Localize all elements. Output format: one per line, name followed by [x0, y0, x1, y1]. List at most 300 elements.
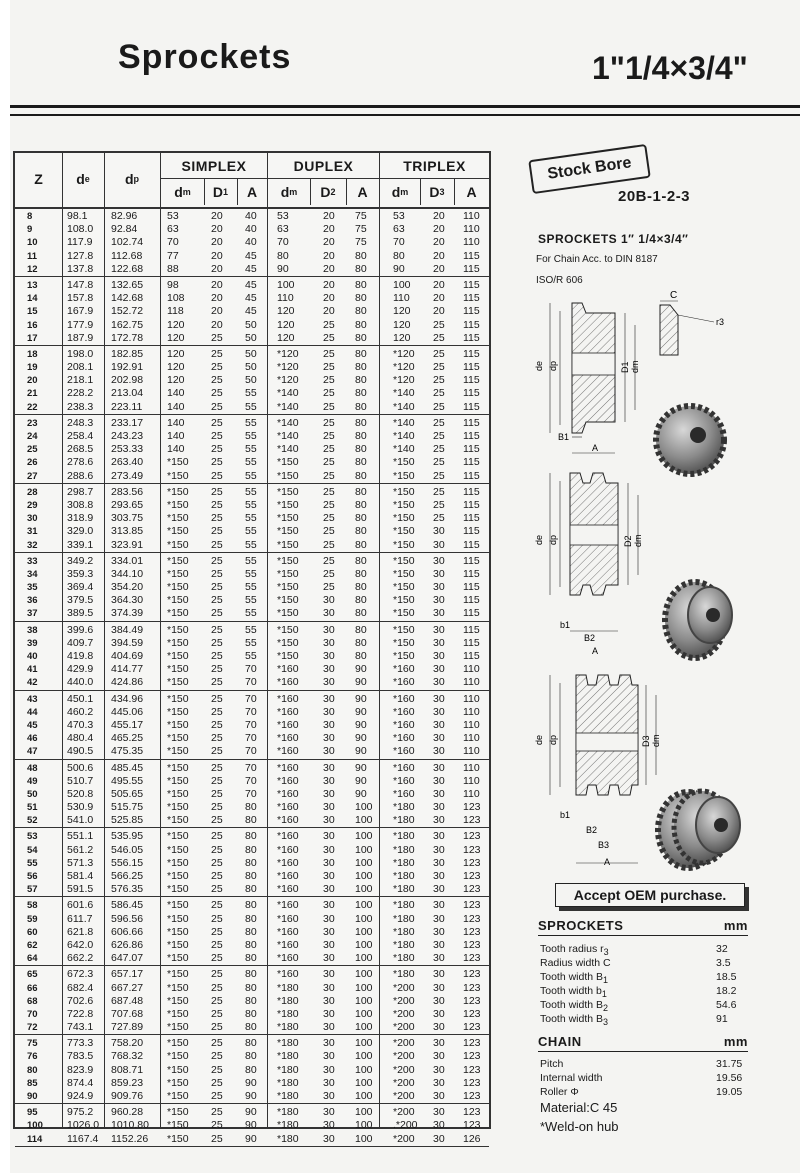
cell-z: 19 [27, 362, 38, 374]
cell-simplex-dm: 98 [167, 278, 179, 291]
cell-dp: 132.65 [111, 278, 144, 291]
cell-triplex-d3: 30 [433, 705, 445, 718]
spec-value: 18.5 [716, 971, 737, 983]
cell-duplex-dm: *150 [277, 525, 299, 538]
cell-z: 18 [27, 348, 38, 360]
header-rule-thin [10, 114, 800, 116]
cell-dp: 303.75 [111, 512, 144, 525]
cell-triplex-dm: *150 [393, 456, 415, 469]
cell-duplex-dm: *160 [277, 718, 299, 731]
cell-simplex-dm: *150 [167, 952, 189, 965]
cell-triplex-a: 110 [463, 761, 480, 774]
cell-simplex-d1: 25 [211, 718, 223, 731]
cell-de: 218.1 [67, 374, 94, 387]
cell-de: 601.6 [67, 899, 94, 912]
cell-simplex-dm: 120 [167, 318, 185, 331]
cell-duplex-d2: 20 [323, 236, 335, 249]
cell-duplex-dm: *180 [277, 981, 299, 994]
cell-duplex-d2: 30 [323, 594, 335, 607]
cell-z: 70 [27, 1008, 38, 1020]
cell-simplex-a: 80 [245, 843, 257, 856]
cell-z: 45 [27, 719, 38, 731]
row-group [15, 691, 489, 760]
cell-simplex-d1: 25 [211, 512, 223, 525]
simplex-sprocket-photo [656, 406, 724, 474]
cell-simplex-dm: *150 [167, 1090, 189, 1102]
cell-z: 49 [27, 775, 38, 787]
cell-triplex-d3: 30 [433, 607, 445, 620]
cell-dp: 323.91 [111, 538, 144, 551]
cell-dp: 535.95 [111, 830, 144, 843]
cell-triplex-d3: 30 [433, 636, 445, 649]
cell-simplex-a: 55 [245, 607, 257, 620]
cell-duplex-a: 100 [355, 1076, 373, 1089]
cell-duplex-d2: 25 [323, 318, 335, 331]
cell-z: 12 [27, 263, 38, 275]
spec-value: 19.56 [716, 1072, 743, 1084]
cell-duplex-dm: *150 [277, 607, 299, 620]
spec-label: Internal width [540, 1072, 603, 1084]
cell-triplex-dm: *160 [393, 732, 415, 745]
cell-duplex-dm: *180 [277, 1037, 299, 1050]
svg-text:A: A [592, 443, 599, 453]
cell-dp: 808.71 [111, 1063, 144, 1076]
cell-triplex-a: 115 [463, 262, 480, 275]
table-row [15, 374, 489, 387]
cell-triplex-a: 123 [463, 830, 481, 843]
cell-duplex-a: 100 [355, 1007, 373, 1020]
duplex-section-drawing [534, 473, 643, 656]
weld-on-hub-note: *Weld-on hub [540, 1119, 619, 1134]
cell-duplex-dm: 53 [277, 210, 289, 222]
cell-triplex-a: 110 [463, 732, 480, 745]
cell-simplex-d1: 25 [211, 663, 223, 676]
cell-duplex-dm: *150 [277, 581, 299, 594]
cell-simplex-d1: 25 [211, 830, 223, 843]
cell-duplex-a: 100 [355, 883, 373, 896]
cell-duplex-dm: 120 [277, 318, 295, 331]
cell-z: 72 [27, 1022, 38, 1034]
cell-triplex-d3: 30 [433, 745, 445, 758]
cell-simplex-dm: *150 [167, 1037, 189, 1050]
cell-simplex-dm: *150 [167, 994, 189, 1007]
row-group [15, 346, 489, 415]
cell-simplex-d1: 25 [211, 567, 223, 580]
cell-duplex-d2: 25 [323, 512, 335, 525]
cell-de: 682.4 [67, 981, 94, 994]
cell-simplex-d1: 25 [211, 581, 223, 594]
cell-duplex-dm: 120 [277, 305, 295, 318]
table-row [15, 348, 489, 361]
cell-simplex-a: 55 [245, 416, 257, 429]
cell-z: 23 [27, 417, 38, 429]
cell-triplex-a: 110 [463, 223, 480, 236]
spec-label-subscript: 3 [603, 1017, 609, 1028]
cell-duplex-d2: 30 [323, 676, 335, 689]
cell-z: 54 [27, 844, 38, 856]
cell-triplex-a: 123 [463, 883, 481, 896]
cell-triplex-d3: 25 [433, 485, 445, 498]
cell-de: 147.8 [67, 278, 94, 291]
cell-triplex-a: 115 [463, 650, 480, 662]
cell-triplex-a: 115 [463, 594, 480, 607]
cell-dp: 505.65 [111, 787, 144, 800]
cell-z: 58 [27, 900, 38, 912]
cell-triplex-d3: 30 [433, 623, 445, 636]
cell-dp: 647.07 [111, 952, 144, 965]
table-row [15, 857, 489, 870]
cell-simplex-dm: *150 [167, 814, 189, 827]
cell-z: 55 [27, 857, 38, 869]
cell-duplex-d2: 30 [323, 745, 335, 758]
cell-simplex-d1: 25 [211, 1050, 223, 1063]
table-row [15, 279, 489, 292]
cell-de: 278.6 [67, 456, 94, 469]
cell-triplex-d3: 30 [433, 650, 445, 662]
table-row [15, 913, 489, 926]
cell-simplex-dm: *150 [167, 981, 189, 994]
cell-z: 37 [27, 608, 38, 620]
svg-text:de: de [534, 534, 544, 545]
cell-simplex-dm: 63 [167, 223, 179, 236]
cell-dp: 233.17 [111, 416, 144, 429]
cell-triplex-dm: 70 [393, 236, 405, 249]
cell-triplex-dm: *200 [393, 1106, 415, 1119]
cell-dp: 263.40 [111, 456, 144, 469]
cell-triplex-d3: 30 [433, 814, 445, 827]
cell-simplex-dm: 53 [167, 210, 179, 222]
cell-triplex-dm: *140 [393, 443, 415, 456]
cell-z: 34 [27, 568, 38, 580]
cell-simplex-d1: 25 [211, 870, 223, 882]
cell-dp: 657.17 [111, 968, 144, 981]
cell-dp: 283.56 [111, 485, 144, 498]
table-row [15, 762, 489, 775]
cell-simplex-dm: *150 [167, 1007, 189, 1020]
table-row [15, 844, 489, 857]
cell-simplex-d1: 25 [211, 443, 223, 456]
cell-duplex-a: 90 [355, 705, 367, 718]
svg-text:A: A [604, 857, 611, 867]
cell-de: 1026.0 [67, 1119, 100, 1132]
cell-de: 874.4 [67, 1076, 94, 1089]
cell-duplex-a: 100 [355, 801, 373, 814]
sprockets-spec-heading: SPROCKETS mm [538, 918, 748, 936]
svg-text:de: de [534, 360, 544, 371]
cell-triplex-dm: *200 [393, 1050, 415, 1063]
cell-dp: 434.96 [111, 692, 144, 705]
cell-dp: 374.39 [111, 607, 144, 620]
cell-z: 90 [27, 1091, 38, 1102]
cell-simplex-a: 80 [245, 870, 257, 882]
header-triplex: TRIPLEX [380, 153, 489, 179]
cell-triplex-a: 123 [463, 1050, 481, 1063]
cell-duplex-a: 80 [355, 525, 367, 538]
cell-simplex-dm: *150 [167, 485, 189, 498]
cell-dp: 92.84 [111, 223, 138, 236]
cell-z: 68 [27, 995, 38, 1007]
table-row [15, 470, 489, 483]
cell-duplex-d2: 30 [323, 732, 335, 745]
cell-triplex-a: 115 [463, 430, 480, 442]
cell-duplex-d2: 25 [323, 387, 335, 400]
spec-label: Tooth width b [540, 985, 602, 997]
cell-z: 20 [27, 375, 38, 387]
spec-row [540, 943, 752, 957]
cell-duplex-d2: 25 [323, 430, 335, 442]
cell-duplex-a: 90 [355, 663, 367, 676]
cell-z: 10 [27, 237, 38, 249]
cell-de: 702.6 [67, 994, 94, 1007]
cell-duplex-a: 90 [355, 676, 367, 689]
cell-duplex-dm: *160 [277, 830, 299, 843]
header-rule [10, 105, 800, 108]
table-row [15, 814, 489, 827]
cell-de: 268.5 [67, 443, 94, 456]
cell-triplex-d3: 30 [433, 676, 445, 689]
cell-triplex-a: 110 [463, 663, 480, 676]
cell-simplex-a: 55 [245, 512, 257, 525]
cell-triplex-dm: 100 [393, 278, 411, 291]
cell-simplex-d1: 25 [211, 430, 223, 442]
cell-simplex-a: 80 [245, 952, 257, 965]
cell-de: 470.3 [67, 718, 94, 731]
cell-triplex-dm: *150 [393, 469, 415, 482]
cell-z: 36 [27, 595, 38, 607]
cell-de: 108.0 [67, 223, 94, 236]
cell-dp: 142.68 [111, 292, 144, 305]
cell-triplex-d3: 25 [433, 430, 445, 442]
cell-simplex-d1: 25 [211, 456, 223, 469]
cell-triplex-a: 110 [463, 705, 480, 718]
cell-triplex-dm: 120 [393, 305, 411, 318]
svg-text:b1: b1 [560, 620, 571, 630]
cell-simplex-dm: 108 [167, 292, 185, 305]
cell-triplex-dm: 53 [393, 210, 405, 222]
table-row [15, 555, 489, 568]
cell-simplex-dm: *150 [167, 1063, 189, 1076]
header-triplex-d3: D 3 [429, 184, 445, 200]
cell-triplex-dm: *150 [393, 607, 415, 620]
cell-simplex-dm: *150 [167, 1106, 189, 1119]
spec-row [540, 1086, 752, 1100]
cell-dp: 384.49 [111, 623, 144, 636]
cell-de: 187.9 [67, 331, 94, 344]
table-row [15, 775, 489, 788]
cell-simplex-d1: 20 [211, 262, 223, 275]
table-row [15, 443, 489, 456]
cell-simplex-d1: 25 [211, 952, 223, 965]
cell-z: 56 [27, 871, 38, 882]
cell-duplex-a: 100 [355, 968, 373, 981]
row-group [15, 966, 489, 1035]
cell-simplex-dm: *150 [167, 554, 189, 567]
cell-duplex-d2: 25 [323, 374, 335, 387]
header-duplex-a: A [357, 184, 368, 200]
cell-duplex-dm: *140 [277, 400, 299, 413]
cell-triplex-dm: *150 [393, 525, 415, 538]
cell-z: 35 [27, 582, 38, 594]
cell-simplex-a: 40 [245, 236, 257, 249]
cell-de: 379.5 [67, 594, 94, 607]
cell-triplex-a: 115 [463, 347, 480, 360]
cell-simplex-d1: 25 [211, 400, 223, 413]
cell-simplex-dm: *150 [167, 469, 189, 482]
cell-duplex-d2: 30 [323, 1090, 335, 1102]
cell-de: 672.3 [67, 968, 94, 981]
cell-triplex-a: 123 [463, 912, 481, 925]
cell-triplex-d3: 25 [433, 469, 445, 482]
cell-simplex-a: 70 [245, 663, 257, 676]
cell-simplex-d1: 25 [211, 1021, 223, 1034]
svg-text:dm: dm [630, 360, 640, 373]
cell-dp: 546.05 [111, 843, 144, 856]
cell-duplex-a: 100 [355, 981, 373, 994]
cell-de: 288.6 [67, 469, 94, 482]
simplex-section-drawing [534, 303, 640, 453]
cell-z: 17 [27, 332, 38, 344]
cell-triplex-dm: *150 [393, 581, 415, 594]
spec-label-subscript: 1 [603, 975, 609, 986]
cell-dp: 606.66 [111, 925, 144, 938]
cell-simplex-d1: 25 [211, 554, 223, 567]
cell-z: 25 [27, 444, 38, 456]
cell-duplex-dm: *160 [277, 676, 299, 689]
cell-de: 773.3 [67, 1037, 94, 1050]
svg-text:D2: D2 [623, 535, 633, 547]
cell-simplex-dm: *150 [167, 968, 189, 981]
spec-value: 19.05 [716, 1086, 743, 1098]
header-duplex-d2: D 2 [320, 184, 336, 200]
cell-simplex-dm: *150 [167, 787, 189, 800]
cell-simplex-dm: *150 [167, 538, 189, 551]
cell-triplex-a: 115 [463, 498, 480, 511]
cell-de: 591.5 [67, 883, 94, 896]
table-row [15, 401, 489, 414]
cell-de: 369.4 [67, 581, 94, 594]
cell-duplex-d2: 25 [323, 400, 335, 413]
cell-de: 308.8 [67, 498, 94, 511]
cell-dp: 667.27 [111, 981, 144, 994]
cell-duplex-a: 90 [355, 718, 367, 731]
cell-dp: 445.06 [111, 705, 144, 718]
cell-simplex-dm: *150 [167, 843, 189, 856]
cell-triplex-a: 110 [463, 676, 480, 689]
iso-standard: ISO/R 606 [536, 275, 583, 286]
cell-duplex-d2: 25 [323, 361, 335, 374]
cell-triplex-d3: 20 [433, 236, 445, 249]
cell-simplex-a: 70 [245, 774, 257, 787]
cell-simplex-d1: 25 [211, 856, 223, 869]
cell-z: 114 [27, 1133, 43, 1145]
cell-duplex-dm: *140 [277, 430, 299, 442]
cell-duplex-d2: 25 [323, 443, 335, 456]
cell-duplex-d2: 30 [323, 938, 335, 951]
cell-triplex-a: 115 [463, 485, 480, 498]
cell-de: 177.9 [67, 318, 94, 331]
cell-duplex-a: 80 [355, 485, 367, 498]
cell-de: 238.3 [67, 400, 94, 413]
cell-duplex-d2: 30 [323, 925, 335, 938]
cell-triplex-d3: 30 [433, 994, 445, 1007]
cell-de: 722.8 [67, 1007, 94, 1020]
cell-simplex-dm: 140 [167, 430, 185, 442]
cell-z: 33 [27, 555, 38, 567]
cell-triplex-dm: *150 [393, 485, 415, 498]
spec-label-subscript: 2 [603, 1003, 609, 1014]
cell-z: 66 [27, 982, 38, 994]
cell-simplex-a: 55 [245, 485, 257, 498]
cell-duplex-dm: *160 [277, 938, 299, 951]
cell-duplex-dm: *160 [277, 732, 299, 745]
cell-duplex-a: 80 [355, 262, 367, 275]
table-row [15, 1050, 489, 1063]
cell-simplex-dm: *150 [167, 830, 189, 843]
cell-duplex-a: 80 [355, 554, 367, 567]
cell-dp: 122.68 [111, 262, 144, 275]
cell-simplex-a: 45 [245, 278, 257, 291]
cell-triplex-a: 115 [463, 525, 480, 538]
table-row [15, 1064, 489, 1077]
cell-duplex-dm: *160 [277, 761, 299, 774]
cell-simplex-dm: *150 [167, 663, 189, 676]
sprocket-table [13, 151, 491, 1145]
cell-dp: 313.85 [111, 525, 144, 538]
cell-simplex-a: 45 [245, 305, 257, 318]
cell-triplex-a: 123 [463, 938, 481, 951]
cell-simplex-dm: *150 [167, 718, 189, 731]
cell-de: 924.9 [67, 1090, 94, 1102]
cell-triplex-d3: 25 [433, 331, 445, 344]
cell-duplex-d2: 30 [323, 912, 335, 925]
cell-triplex-d3: 25 [433, 416, 445, 429]
cell-de: 530.9 [67, 801, 94, 814]
cell-duplex-d2: 30 [323, 1106, 335, 1119]
cell-duplex-a: 100 [355, 830, 373, 843]
cell-duplex-d2: 25 [323, 581, 335, 594]
table-row [15, 1133, 489, 1146]
cell-triplex-dm: *150 [393, 538, 415, 551]
cell-duplex-a: 100 [355, 899, 373, 912]
cell-triplex-a: 123 [463, 1021, 481, 1034]
cell-duplex-a: 80 [355, 581, 367, 594]
row-group [15, 484, 489, 553]
cell-duplex-d2: 30 [323, 607, 335, 620]
cell-z: 40 [27, 651, 38, 662]
cell-z: 50 [27, 788, 38, 800]
svg-text:D1: D1 [620, 361, 630, 373]
cell-triplex-a: 110 [463, 692, 480, 705]
spec-value: 31.75 [716, 1058, 743, 1070]
cell-de: 137.8 [67, 262, 94, 275]
cell-duplex-d2: 20 [323, 305, 335, 318]
cell-simplex-d1: 25 [211, 1063, 223, 1076]
cell-simplex-dm: *150 [167, 692, 189, 705]
cell-simplex-dm: *150 [167, 581, 189, 594]
cell-simplex-dm: 70 [167, 236, 179, 249]
cell-de: 551.1 [67, 830, 94, 843]
cell-triplex-dm: *150 [393, 636, 415, 649]
cell-duplex-a: 100 [355, 1119, 373, 1132]
cell-triplex-d3: 25 [433, 374, 445, 387]
cell-triplex-dm: *180 [393, 912, 415, 925]
cell-simplex-a: 80 [245, 938, 257, 951]
cell-triplex-dm: *160 [393, 761, 415, 774]
row-group [15, 553, 489, 622]
cell-duplex-dm: *160 [277, 843, 299, 856]
cell-triplex-dm: .*200 [393, 1119, 418, 1132]
table-row [15, 1077, 489, 1090]
